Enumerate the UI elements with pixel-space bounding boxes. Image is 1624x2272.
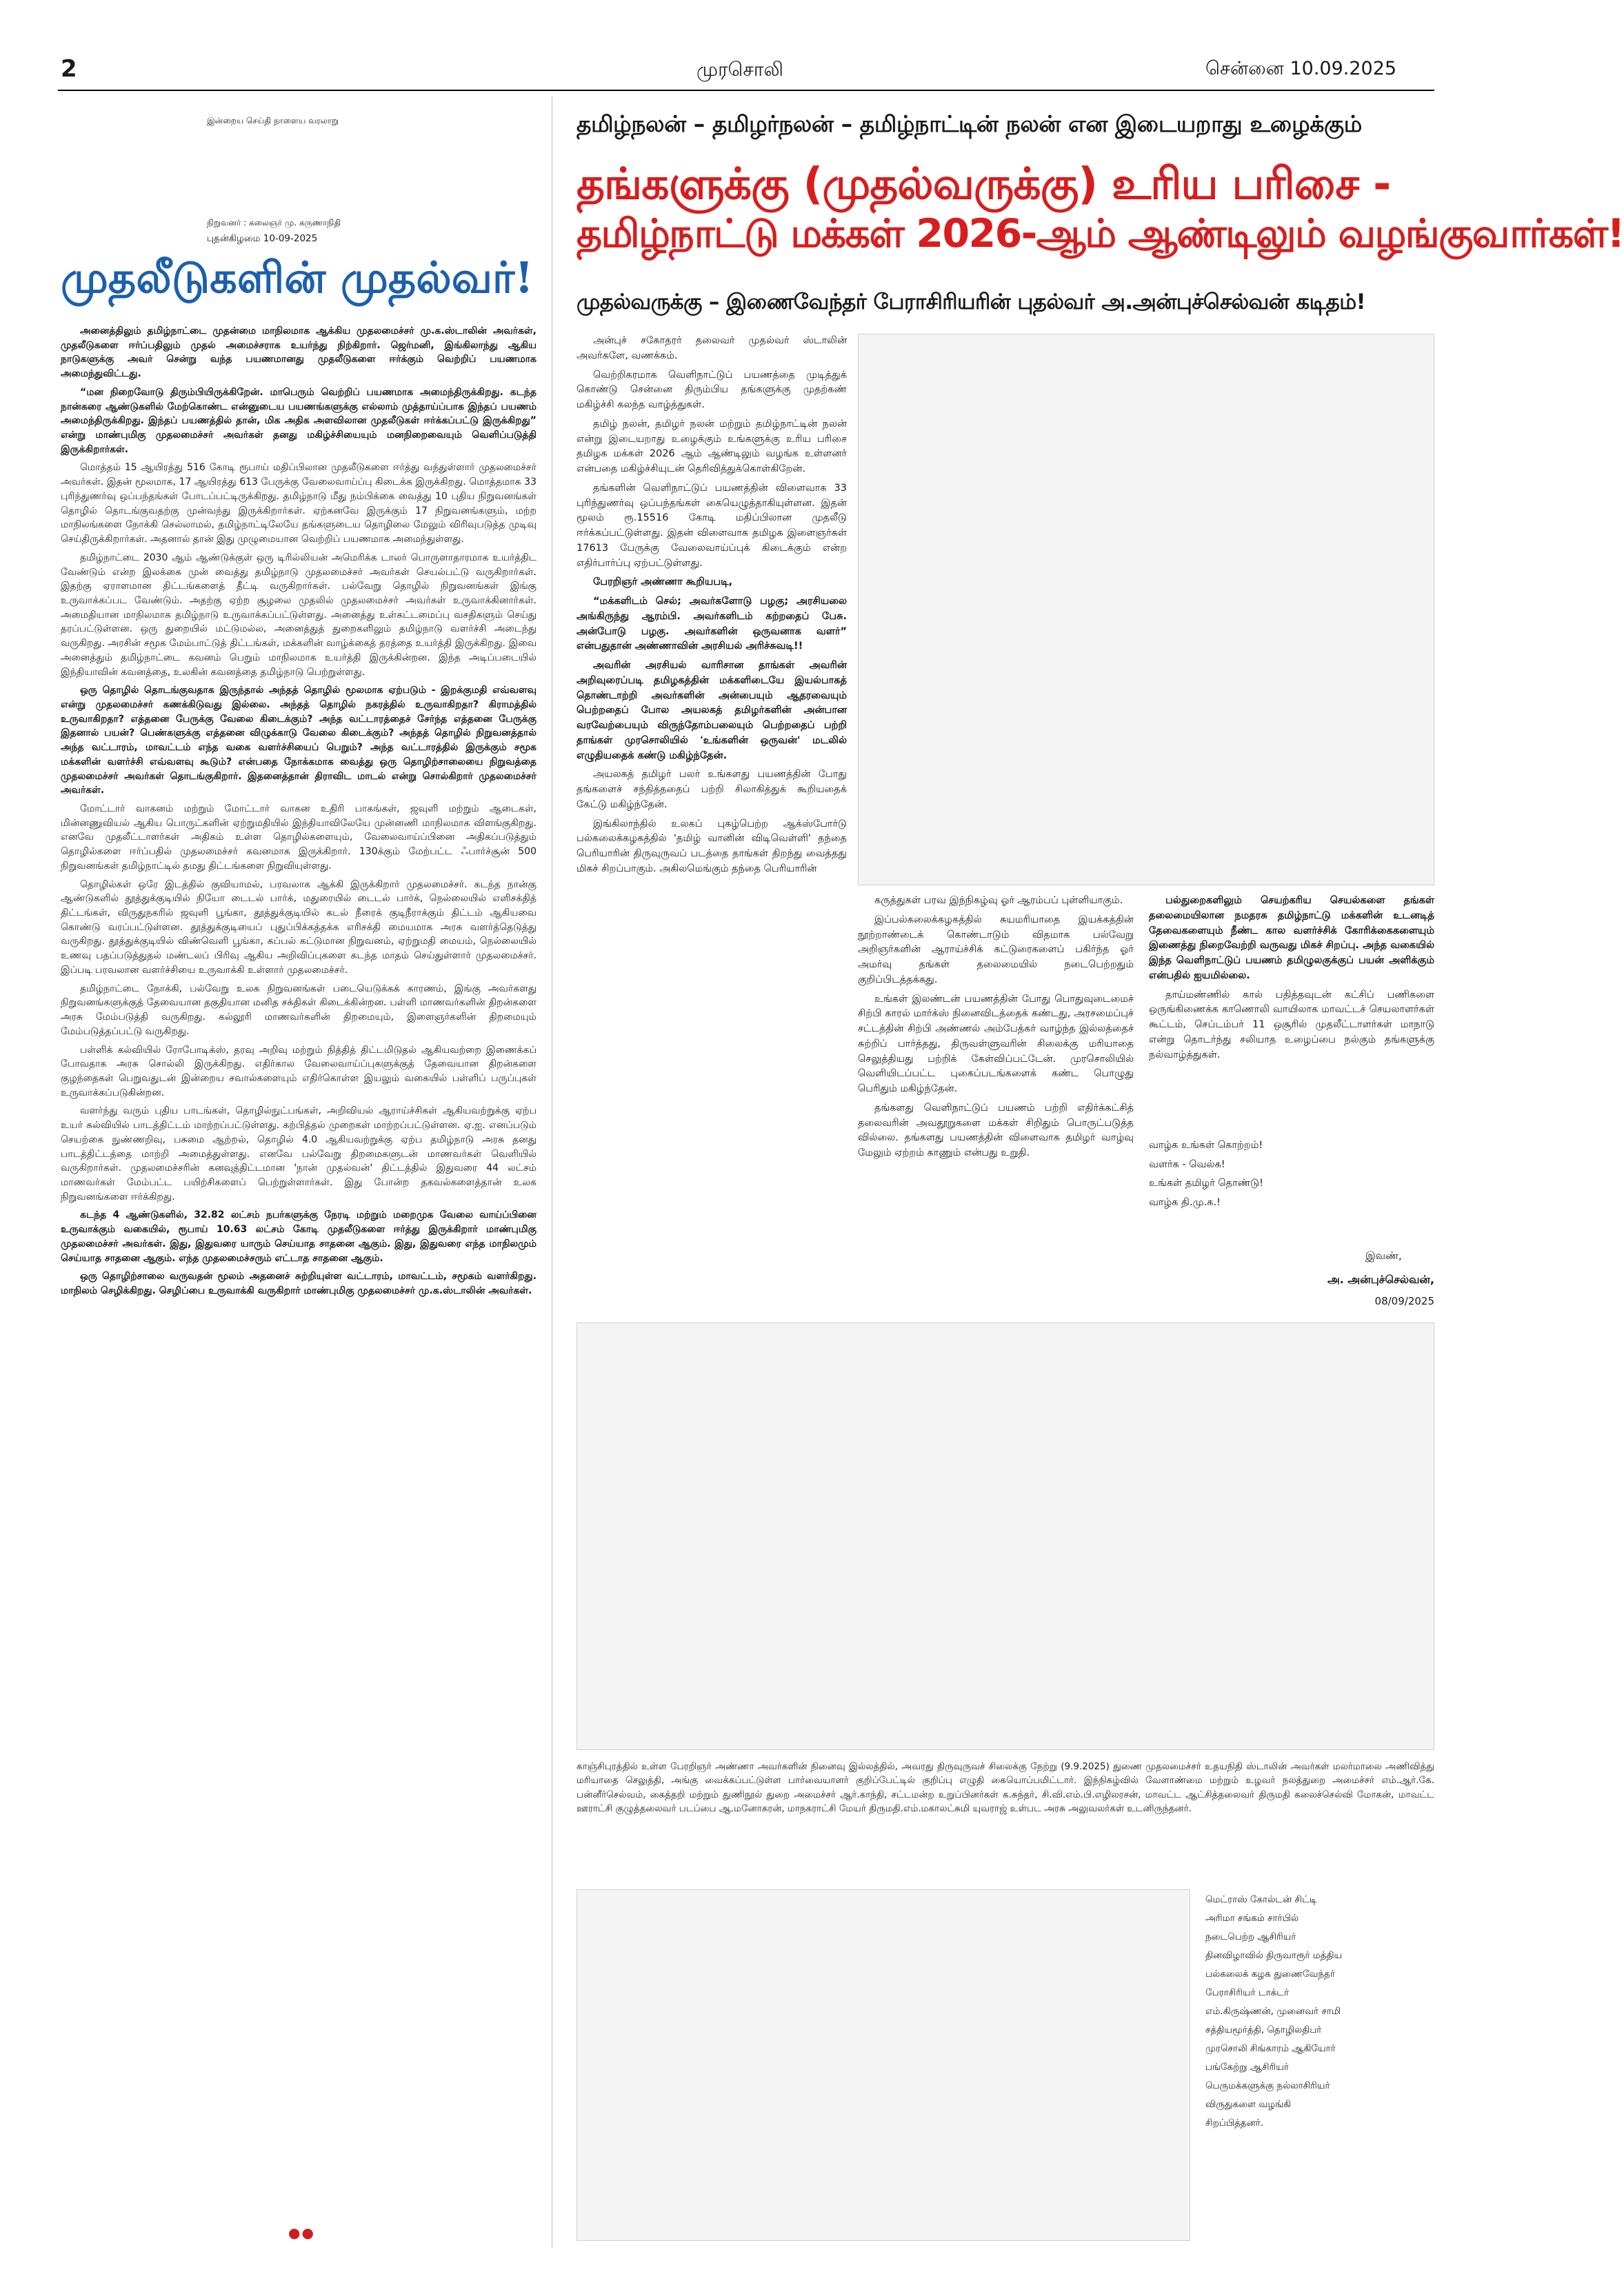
greeting-line: வளர்க - வெல்க! [1149, 1158, 1225, 1170]
side-caption-line: நடைபெற்ற ஆசிரியர் [1205, 1931, 1296, 1942]
greeting-line: உங்கள் தமிழர் தொண்டு! [1149, 1178, 1263, 1189]
paragraph: “மக்களிடம் செல்; அவர்களோடு பழகு; அரசியலை அங்கிருந்து ஆரம்பி. அவர்களிடம் கற்றதைப் பேசு. அன்போடு பழகு. அவர்களின் ஒருவனாக வளர்” என்பதுதான் அண்ணாவின் அரசியல் அரிச்சுவடி!! [577, 596, 847, 652]
paragraph: கருத்துகள் பரவ இந்நிகழ்வு ஓர் ஆரம்பப் புள்ளியாகும். [874, 895, 1123, 906]
paragraph: ஒரு தொழில் தொடங்குவதாக இருந்தால் அந்தத் தொழில் மூலமாக ஏற்படும் - இறக்குமதி எவ்வளவு என்று முதலமைச்சர் கணக்கிடுவது இல்லை. அந்தத் தொழில் நகரத்தில் உருவாகிறதா? கிராமத்தில் உருவாகிறதா? எத்தனை பேருக்கு வேலை கிடைக்கும்? அந்த வட்டாரத்தைச் சேர்ந்த எத்தனை பேருக்கு இதனால் பயன்? பெண்களுக்கு எத்தனை விழுக்காடு வேலை கிடைக்கும்? அந்தத் தொழில் நிறுவனத்தால் அந்த வட்டாரம், மாவட்டம் எந்த வகை வளர்ச்சியைப் பெறும்? அந்த வட்டாரத்தில் இருக்கும் சமூக மக்களின் வளர்ச்சி எவ்வளவு கூடும்? என்பதை நோக்கமாக வைத்து ஒரு தொழிற்சாலையை நிறுவத்தை முதலமைச்சர் அவர்கள் தொடங்குகிறார். இதனைத்தான் திராவிட மாடல் என்று சொல்கிறார் முதலமைச்சர் அவர்கள். [61, 685, 537, 796]
side-caption-line: பெருமக்களுக்கு நல்லாசிரியர் [1205, 2080, 1330, 2091]
paragraph: பள்ளிக் கல்வியில் ரோபோடிக்ஸ், தரவு அறிவு மற்றும் நித்தித் திட்டமிடுதல் ஆகியவற்றை இணைக்கப் போவதாக அரசு சொல்லி இருக்கிறது. எதிர்கால வேலைவாய்ப்புகளுக்குத் தேவையான திறன்களை குழந்தைகள் பெறுவதுடன் இன்றைய சவால்களையும் எதிர்கொள்ள இயலும் வகையில் பள்ளிப் பருப்புகள் உருவாக்கப்படுகின்றன. [61, 1044, 537, 1098]
paragraph: ஒரு தொழிற்சாலை வருவதன் மூலம் அதனைச் சுற்றியுள்ள வட்டாரம், மாவட்டம், சமூகம் வளர்கிறது. மாநிலம் செழிக்கிறது. செழிப்பை உருவாக்கி வருகிறார் மாண்புமிகு முதலமைச்சர் மு.க.ஸ்டாலின் அவர்கள். [61, 1271, 537, 1296]
side-caption-line: முரசொலி சிங்காரம் ஆகியோர் [1205, 2043, 1336, 2054]
header-rule [58, 90, 1434, 91]
paragraph: அயலகத் தமிழர் பலர் உங்களது பயணத்தின் போது தங்களைச் சந்தித்ததைப் பற்றி சிலாகித்துக் கூறியதைக் கேட்டு மகிழ்ந்தேன். [577, 769, 847, 810]
paragraph: “மன நிறைவோடு திரும்பியிருக்கிறேன். மாபெரும் வெற்றிப் பயணமாக அமைந்திருக்கிறது. கடந்த நான்கரை ஆண்டுகளில் மேற்கொண்ட என்னுடைய பயணங்களுக்கு எல்லாம் முத்தாய்ப்பாக இந்தப் பயணம் அமைந்திருக்கிறது. இந்தப் பயணத்தில் தான், மிக அதிக அளவிலான முதலீடுகள் ஈர்க்கப்பட்டு இருக்கிறது” என்று மாண்புமிகு முதலமைச்சர் அவர்கள் தனது மகிழ்ச்சியையும் மனநிறைவையும் வெளிப்படுத்தி இருக்கிறார்கள். [61, 386, 537, 455]
paragraph: தொழில்கள் ஒரே இடத்தில் குவியாமல், பரவலாக ஆக்கி இருக்கிறார் முதலமைச்சர். கடந்த நான்கு ஆண்டுகளில் தூத்துக்குடியில் நியோ டைடல் பார்க், மதுரையில் டைடல் பார்க், நெல்லையில் எளிசக்தித் திட்டங்கள், விருதுநகரில் ஜவுளி பூங்கா, தூத்துக்குடியில் கடல் நீரைக் குடிநீராக்கும் திட்டம் ஆகியவை கொண்டு வரப்பட்டுள்ளன. தூத்துக்குடியைப் புதுப்பிக்கத்தக்க எரிசக்தி மையமாக அரசு வளர்த்தெடுத்து வருகிறது. தூத்துக்குடியில் விண்வெளி பூங்கா, கப்பல் கட்டுமான நிறுவனம், ஏற்றுமதி மையம், நெல்லையில் உணவு பதப்படுத்துதல் மண்டலப் பிரிவு ஆகிய அறிவிப்புகளை கடந்த மாதம் செய்துள்ளார் முதலமைச்சர். இப்படி பரவலான வளர்ச்சியை உருவாக்கி உள்ளார் முதலமைச்சர். [61, 878, 537, 976]
photo-bottom [577, 1323, 1434, 1750]
paragraph: அனைத்திலும் தமிழ்நாட்டை முதன்மை மாநிலமாக ஆக்கிய முதலமைச்சர் மு.க.ஸ்டாலின் அவர்கள், முதலீடுகளை ஈர்ப்பதிலும் முதல் அமைச்சராக உயர்ந்து நிற்கிறார். ஜெர்மனி, இங்கிலாந்து ஆகிய நாடுகளுக்கு அவர் சென்று வந்த பயணமானது முதலீடுகளை ஈர்க்கும் வெற்றிப் பயணமாக அமைந்துவிட்டது. [61, 325, 537, 380]
paragraph: கடந்த 4 ஆண்டுகளில், 32.82 லட்சம் நபர்களுக்கு நேரடி மற்றும் மறைமுக வேலை வாய்ப்பினை உருவாக்கும் வகையில், ரூபாய் 10.63 லட்சம் கோடி முதலீடுகளை ஈர்த்து இருக்கிறார் மாண்புமிகு முதலமைச்சர் அவர்கள். இது, இதுவரை யாரும் செய்யாத சாதனை ஆகும். இது, இதுவரை எந்த மாநிலமும் செய்யாத சாதனை ஆகும். எந்த முதலமைச்சரும் எட்டாத சாதனை ஆகும். [61, 1209, 537, 1264]
side-caption-line: சத்தியமூர்த்தி, தொழிலதிபர் [1205, 2024, 1322, 2035]
editorial-date: புதன்கிழமை 10-09-2025 [207, 233, 318, 244]
dateline: சென்னை 10.09.2025 [1205, 58, 1397, 79]
side-caption-line: பேராசிரியர் டாக்டர் [1205, 1987, 1290, 1998]
paragraph: தமிழ்நாட்டை நோக்கி, பல்வேறு உலக நிறுவனங்கள் படையெடுக்கக் காரணம், இங்கு அவர்களது நிறுவனங்களுக்குத் தேவையான தகுதியான மனித சக்திகள் கிடைக்கின்றன. பள்ளி மாணவர்களின் திறன்களை அரசு மேம்படுத்தி வருகிறது. கல்லூரி மாணவர்களின் திறமையும், இளைஞர்களின் திறமையும் மேம்படுத்தப்பட்டு வருகிறது. [61, 983, 537, 1037]
photo-top-middle [858, 334, 1434, 885]
paragraph: அன்புச் சகோதரர் தலைவர் முதல்வர் ஸ்டாலின் அவர்களே, வணக்கம். [577, 335, 847, 361]
paragraph: தங்களது வெளிநாட்டுப் பயணம் பற்றி எதிர்க்கட்சித் தலைவரின் அவதூறுகளை மக்கள் சிறிதும் பொருட்படுத்த வில்லை. தங்களது பயணத்தின் விளைவாக தமிழர் வாழ்வு மேலும் ஏற்றம் காணும் என்பது உறுதி. [858, 1102, 1134, 1158]
paragraph: இப்பல்கலைக்கழகத்தில் சுயமரியாதை இயக்கத்தின் நூற்றாண்டைக் கொண்டாடும் விதமாக பல்வேறு அறிஞர்களின் ஆராய்ச்சிக் கட்டுரைகளைப் பகிர்ந்த ஓர் அமர்வு தங்கள் தலைமையில் நடைபெற்றதும் குறிப்பிடத்தக்கது. [858, 914, 1134, 985]
editorial-body [61, 324, 537, 1303]
editorial-title: முதலீடுகளின் முதல்வர்! [61, 252, 534, 303]
paragraph: மோட்டார் வாகனம் மற்றும் மோட்டார் வாகன உதிரி பாகங்கள், ஜவுளி மற்றும் ஆடைகள், மின்னணுவியல் ஆகிய பொருட்களின் ஏற்றுமதியில் இந்தியாவிலேயே முன்னணி மாநிலமாக விளங்குகிறது. எனவே முதலீட்டாளர்கள் அதிகம் உள்ள தொழில்களையும், வேலைவாய்ப்பினை அதிகப்படுத்தும் தொழில்களை ஈர்ப்பதில் முதலமைச்சர் கவனமாக இருக்கிறார். 130க்கும் மேற்பட்ட ஃபார்ச்சூன் 500 நிறுவனங்கள் தமிழ்நாட்டில் தமது திட்டங்களை நிறுவியுள்ளது. [61, 803, 537, 872]
footer-dots: ●● [288, 2224, 315, 2241]
letter-greetings [1149, 1136, 1434, 1212]
lead-headline-1: தங்களுக்கு (முதல்வருக்கு) உரிய பரிசை - [577, 159, 1391, 209]
photo-bottom-left [577, 1889, 1190, 2241]
paragraph: மொத்தம் 15 ஆயிரத்து 516 கோடி ரூபாய் மதிப்பிலான முதலீடுகளை ஈர்த்து வந்துள்ளார் முதலமைச்சர் அவர்கள். இதன் மூலமாக, 17 ஆயிரத்து 613 பேருக்கு வேலைவாய்ப்பு கிடைக்க இருக்கிறது. மொத்தமாக 33 புரிந்துணர்வு ஒப்பந்தங்கள் போடப்பட்டிருக்கிறது. தமிழ்நாடு மீது நம்பிக்கை வைத்து 10 புதிய நிறுவனங்கள் தொழில் தொடங்குவதற்கு முன்வந்து இருக்கிறார்கள். ஏற்கனவே இருக்கும் 17 நிறுவனங்களும், மற்ற மாநிலங்களை நோக்கி செல்லாமல், தமிழ்நாட்டிலேயே தங்களுடைய தொழிலை மேலும் விரிவுபடுத்த முடிவு செய்திருக்கிறார்கள். அதனால் தான் இது முழுமையான வெற்றிப் பயணமாக அமைந்துள்ளது. [61, 462, 537, 545]
side-caption-line: விருதுகளை வழங்கி [1205, 2099, 1292, 2110]
paragraph: தங்களின் வெளிநாட்டுப் பயணத்தின் விளைவாக 33 புரிந்துணர்வு ஒப்பந்தங்கள் கையெழுத்தாகியுள்ளன. இதன் மூலம் ரூ.15516 கோடி மதிப்பிலான முதலீடு ஈர்க்கப்பட்டுள்ளது. இதன் விளைவாக தமிழக இளைஞர்கள் 17613 பேருக்கு வேலைவாய்ப்புக் கிடைக்கும் என்ற எதிர்பார்ப்பு ஏற்பட்டுள்ளது. [577, 482, 847, 569]
paragraph: அவரின் அரசியல் வாரிசான தாங்கள் அவரின் அறிவுரைப்படி தமிழகத்தின் மக்களிடையே இயல்பாகத் தொண்டாற்றி அவர்களின் அன்பையும் ஆதரவையும் பெற்றதைப் போல அயலகத் தமிழர்களின் அன்பான வரவேற்பையும் விருந்தோம்பலையும் பெற்றதைப் பற்றி தாங்கள் முரசொலியில் 'உங்களின் ஒருவன்' மடலில் எழுதியதைக் கண்டு மகிழ்ந்தேன். [577, 660, 847, 761]
letter-signed-date: 08/09/2025 [1374, 1295, 1434, 1307]
editorial-founder: நிறுவனர் : கலைஞர் மு. கருணாநிதி [207, 218, 341, 228]
paragraph: வளர்ந்து வரும் புதிய பாடங்கள், தொழில்நுட்பங்கள், அறிவியல் ஆராய்ச்சிகள் ஆகியவற்றுக்கு ஏற்ப உயர் கல்வியில் பாடத்திட்டம் மாற்றப்பட்டுள்ளது. கற்பித்தல் முறைகள் மாற்றப்பட்டுள்ளன. ஏ.ஐ. எனப்படும் செயற்கை நுண்ணறிவு, பசுமை ஆற்றல், தொழில் 4.0 ஆகியவற்றுக்கு ஏற்ப தமிழ்நாடு அரசு தனது பாடத்திட்டத்தை மாற்றி அமைத்துள்ளது. எனவே பல்வேறு திறமைகளுடன் மாணவர்கள் வெளியில் வருகிறார்கள். முதலமைச்சரின் கனவுத்திட்டமான 'நான் முதல்வன்' திட்டத்தில் இதுவரை 44 லட்சம் மாணவர்கள் மேம்பட்ட பயிற்சிகளைப் பெற்றுள்ளார்கள். இது போன்ற தகவல்களைத்தான் உலக நிறுவனங்களை ஈர்க்கிறது. [61, 1105, 537, 1203]
letter-closing: இவண், [1365, 1249, 1402, 1262]
lead-subhead: முதல்வருக்கு – இணைவேந்தர் பேராசிரியரின் புதல்வர் அ.அன்புச்செல்வன் கடிதம்! [577, 290, 1366, 314]
letter-column-1 [577, 334, 847, 881]
lead-headline-2: தமிழ்நாட்டு மக்கள் 2026-ஆம் ஆண்டிலும் வழங்குவார்கள்! [577, 211, 1624, 257]
side-caption-line: பல்கலைக் கழக துணைவேந்தர் [1205, 1969, 1335, 1980]
photo-caption: காஞ்சிபுரத்தில் உள்ள பேரறிஞர் அண்ணா அவர்களின் நினைவு இல்லத்தில், அவரது திருவுருவச் சிலைக்கு நேற்று (9.9.2025) துணை முதலமைச்சர் உதயநிதி ஸ்டாலின் அவர்கள் மலர்மாலை அணிவித்து மரியாதை செலுத்தி, அங்கு வைக்கப்பட்டுள்ள பார்வையாளர் குறிப்பேட்டில் குறிப்பு எழுதி கையொப்பமிட்டார். இந்நிகழ்வில் வேளாண்மை மற்றும் உழவர் நலத்துறை அமைச்சர் எம்.ஆர்.கே. பன்னீர்செல்வம், கைத்தறி மற்றும் துணிநூல் துறை அமைச்சர் ஆர்.காந்தி, சட்டமன்ற உறுப்பினர்கள் க.சுந்தர், சி.வி.எம்.பி.எழிலரசன், மாவட்ட ஆட்சித்தலைவர் திருமதி கலைச்செல்வி மோகன், மாவட்ட ஊராட்சி குழுத்தலைவர் படப்பை ஆ.மனோகரன், மாநகராட்சி மேயர் திருமதி.எம்.மகாலட்சுமி யுவராஜ் உள்பட அரசு அலுவலர்கள் உடனிருந்தனர். [577, 1761, 1434, 1814]
editorial-tagline: இன்றைய செய்தி நாளைய வரலாறு [207, 116, 339, 125]
masthead: முரசொலி [696, 58, 783, 81]
side-caption-line: சிறப்பித்தனர். [1205, 2118, 1264, 2129]
side-caption-line: பங்கேற்று ஆசிரியர் [1205, 2062, 1289, 2073]
letter-column-2 [858, 894, 1134, 1165]
side-caption-line: தினவிழாவில் திருவாரூர் மத்திய [1205, 1950, 1343, 1961]
page-number: 2 [61, 55, 77, 83]
greeting-line: வாழ்க உங்கள் கொற்றம்! [1149, 1140, 1263, 1151]
paragraph: பல்துறைகளிலும் செயற்கரிய செயல்களை தங்கள் தலைமையிலான நமதரசு தமிழ்நாட்டு மக்களின் உடனடித் தேவைகளையும் நீண்ட கால வளர்ச்சிக் கோரிக்கைகளையும் இணைத்து நிறைவேற்றி வருவது மிகச் சிறப்பு. அந்த வகையில் இந்த வெளிநாட்டுப் பயணம் தமிழுலகுக்குப் பயன் அளிக்கும் என்பதில் ஐயமில்லை. [1149, 895, 1434, 981]
side-caption-line: அரிமா சங்கம் சார்பில் [1205, 1913, 1299, 1924]
paragraph: உங்கள் இலண்டன் பயணத்தின் போது பொதுவுடைமைச் சிற்பி காரல் மார்க்ஸ் நினைவிடத்தைக் கண்டது, அரசமைப்புச் சட்டத்தின் சிற்பி அண்ணல் அம்பேத்கர் வாழ்ந்த இல்லத்தைச் சுற்றிப் பார்த்தது, திருவள்ளுவரின் சிலைக்கு மரியாதை செலுத்தியது பற்றிக் கேள்விப்பட்டேன். முரசொலியில் வெளியிடப்பட்ட புகைப்படங்களைக் கண்ட பொழுது பெரிதும் மகிழ்ந்தேன். [858, 993, 1134, 1094]
letter-signature: அ. அன்புச்செல்வன், [1327, 1273, 1434, 1286]
lead-kicker: தமிழ்நலன் – தமிழர்நலன் – தமிழ்நாட்டின் நலன் என இடையறாது உழைக்கும் [577, 110, 1362, 137]
paragraph: தாய்மண்ணில் கால் பதித்தவுடன் கட்சிப் பணிகளை ஒருங்கிணைக்க காணொலி வாயிலாக மாவட்டச் செயலாளர்கள் கூட்டம், செப்டம்பர் 11 ஒசூரில் முதலீட்டாளர்கள் மாநாடு என்று தொடர்ந்து சலியாத உழைப்பை நல்கும் தங்களுக்கு நல்வாழ்த்துகள். [1149, 989, 1434, 1060]
side-caption [1205, 1891, 1433, 2133]
paragraph: இங்கிலாந்தில் உலகப் புகழ்பெற்ற ஆக்ஸ்போர்டு பல்கலைக்கழகத்தில் 'தமிழ் வானின் விடிவெள்ளி' தந்தை பெரியாரின் திருவுருவப் படத்தை தாங்கள் திறந்து வைத்தது மிகச் சிறப்பாகும். அகிலமெங்கும் தந்தை பெரியாரின் [577, 818, 847, 874]
paragraph: தமிழ்நாட்டை 2030 ஆம் ஆண்டுக்குள் ஒரு டிரில்லியன் அமெரிக்க டாலர் பொருளாதாரமாக உயர்த்திட வேண்டும் என்ற இலக்கை முன் வைத்து தமிழ்நாடு முதலமைச்சர் அவர்கள் செயல்பட்டு வருகிறார்கள். இதற்கு ஏராளமான திட்டங்களைத் தீட்டி வருகிறார்கள். பல்வேறு தொழில் நிறுவனங்கள் இங்கு உருவாக்கப்பட வேண்டும். அதற்கு ஏற்ற சூழலை முதலில் முதலமைச்சர் அவர்கள் உருவாக்கினார்கள். அமைதியான மாநிலமாக தமிழ்நாடு உருவாக்கப்பட்டுள்ளது. அனைத்து உள்கட்டமைப்பு வசதிகளும் செய்து தரப்பட்டுள்ளன. ஒரு துறையில் மட்டுமல்ல, அனைத்துத் துறைகளிலும் தமிழ்நாடு வளர்ச்சி அடைந்து வருகிறது. அரசின் சமூக மேம்பாட்டுத் திட்டங்கள், மக்களின் வாழ்க்கைத் தரத்தை உயர்த்தி இருக்கிறது. இவை அனைத்தும் தமிழ்நாட்டை கவனம் பெறும் மாநிலமாக உயர்த்தி இருக்கின்றன. இந்த அடிப்படையில் இந்தியாவின் கவனத்தை, உலகின் கவனத்தை தமிழ்நாடு பெற்றுள்ளது. [61, 552, 537, 678]
greeting-line: வாழ்க தி.மு.க.! [1149, 1196, 1221, 1208]
paragraph: தமிழ் நலன், தமிழர் நலன் மற்றும் தமிழ்நாட்டின் நலன் என்று இடையறாது உழைக்கும் உங்களுக்கு உரிய பரிசை தமிழக மக்கள் 2026 ஆம் ஆண்டிலும் வழங்க உள்ளனர் என்பதை மகிழ்ச்சியுடன் தெரிவித்துக்கொள்கிறேன். [577, 418, 847, 474]
side-caption-line: எம்.கிருஷ்ணன், முனைவர் சாமி [1205, 2006, 1341, 2017]
paragraph: பேரறிஞர் அண்ணா கூறியபடி, [593, 576, 733, 588]
letter-column-3 [1149, 894, 1434, 1067]
paragraph: வெற்றிகரமாக வெளிநாட்டுப் பயணத்தை முடித்துக் கொண்டு சென்னை திரும்பிய தங்களுக்கு முதற்கண் மகிழ்ச்சி கலந்த வாழ்த்துகள். [577, 369, 847, 410]
side-caption-line: மெட்ராஸ் கோல்டன் சிட்டி [1205, 1894, 1317, 1905]
